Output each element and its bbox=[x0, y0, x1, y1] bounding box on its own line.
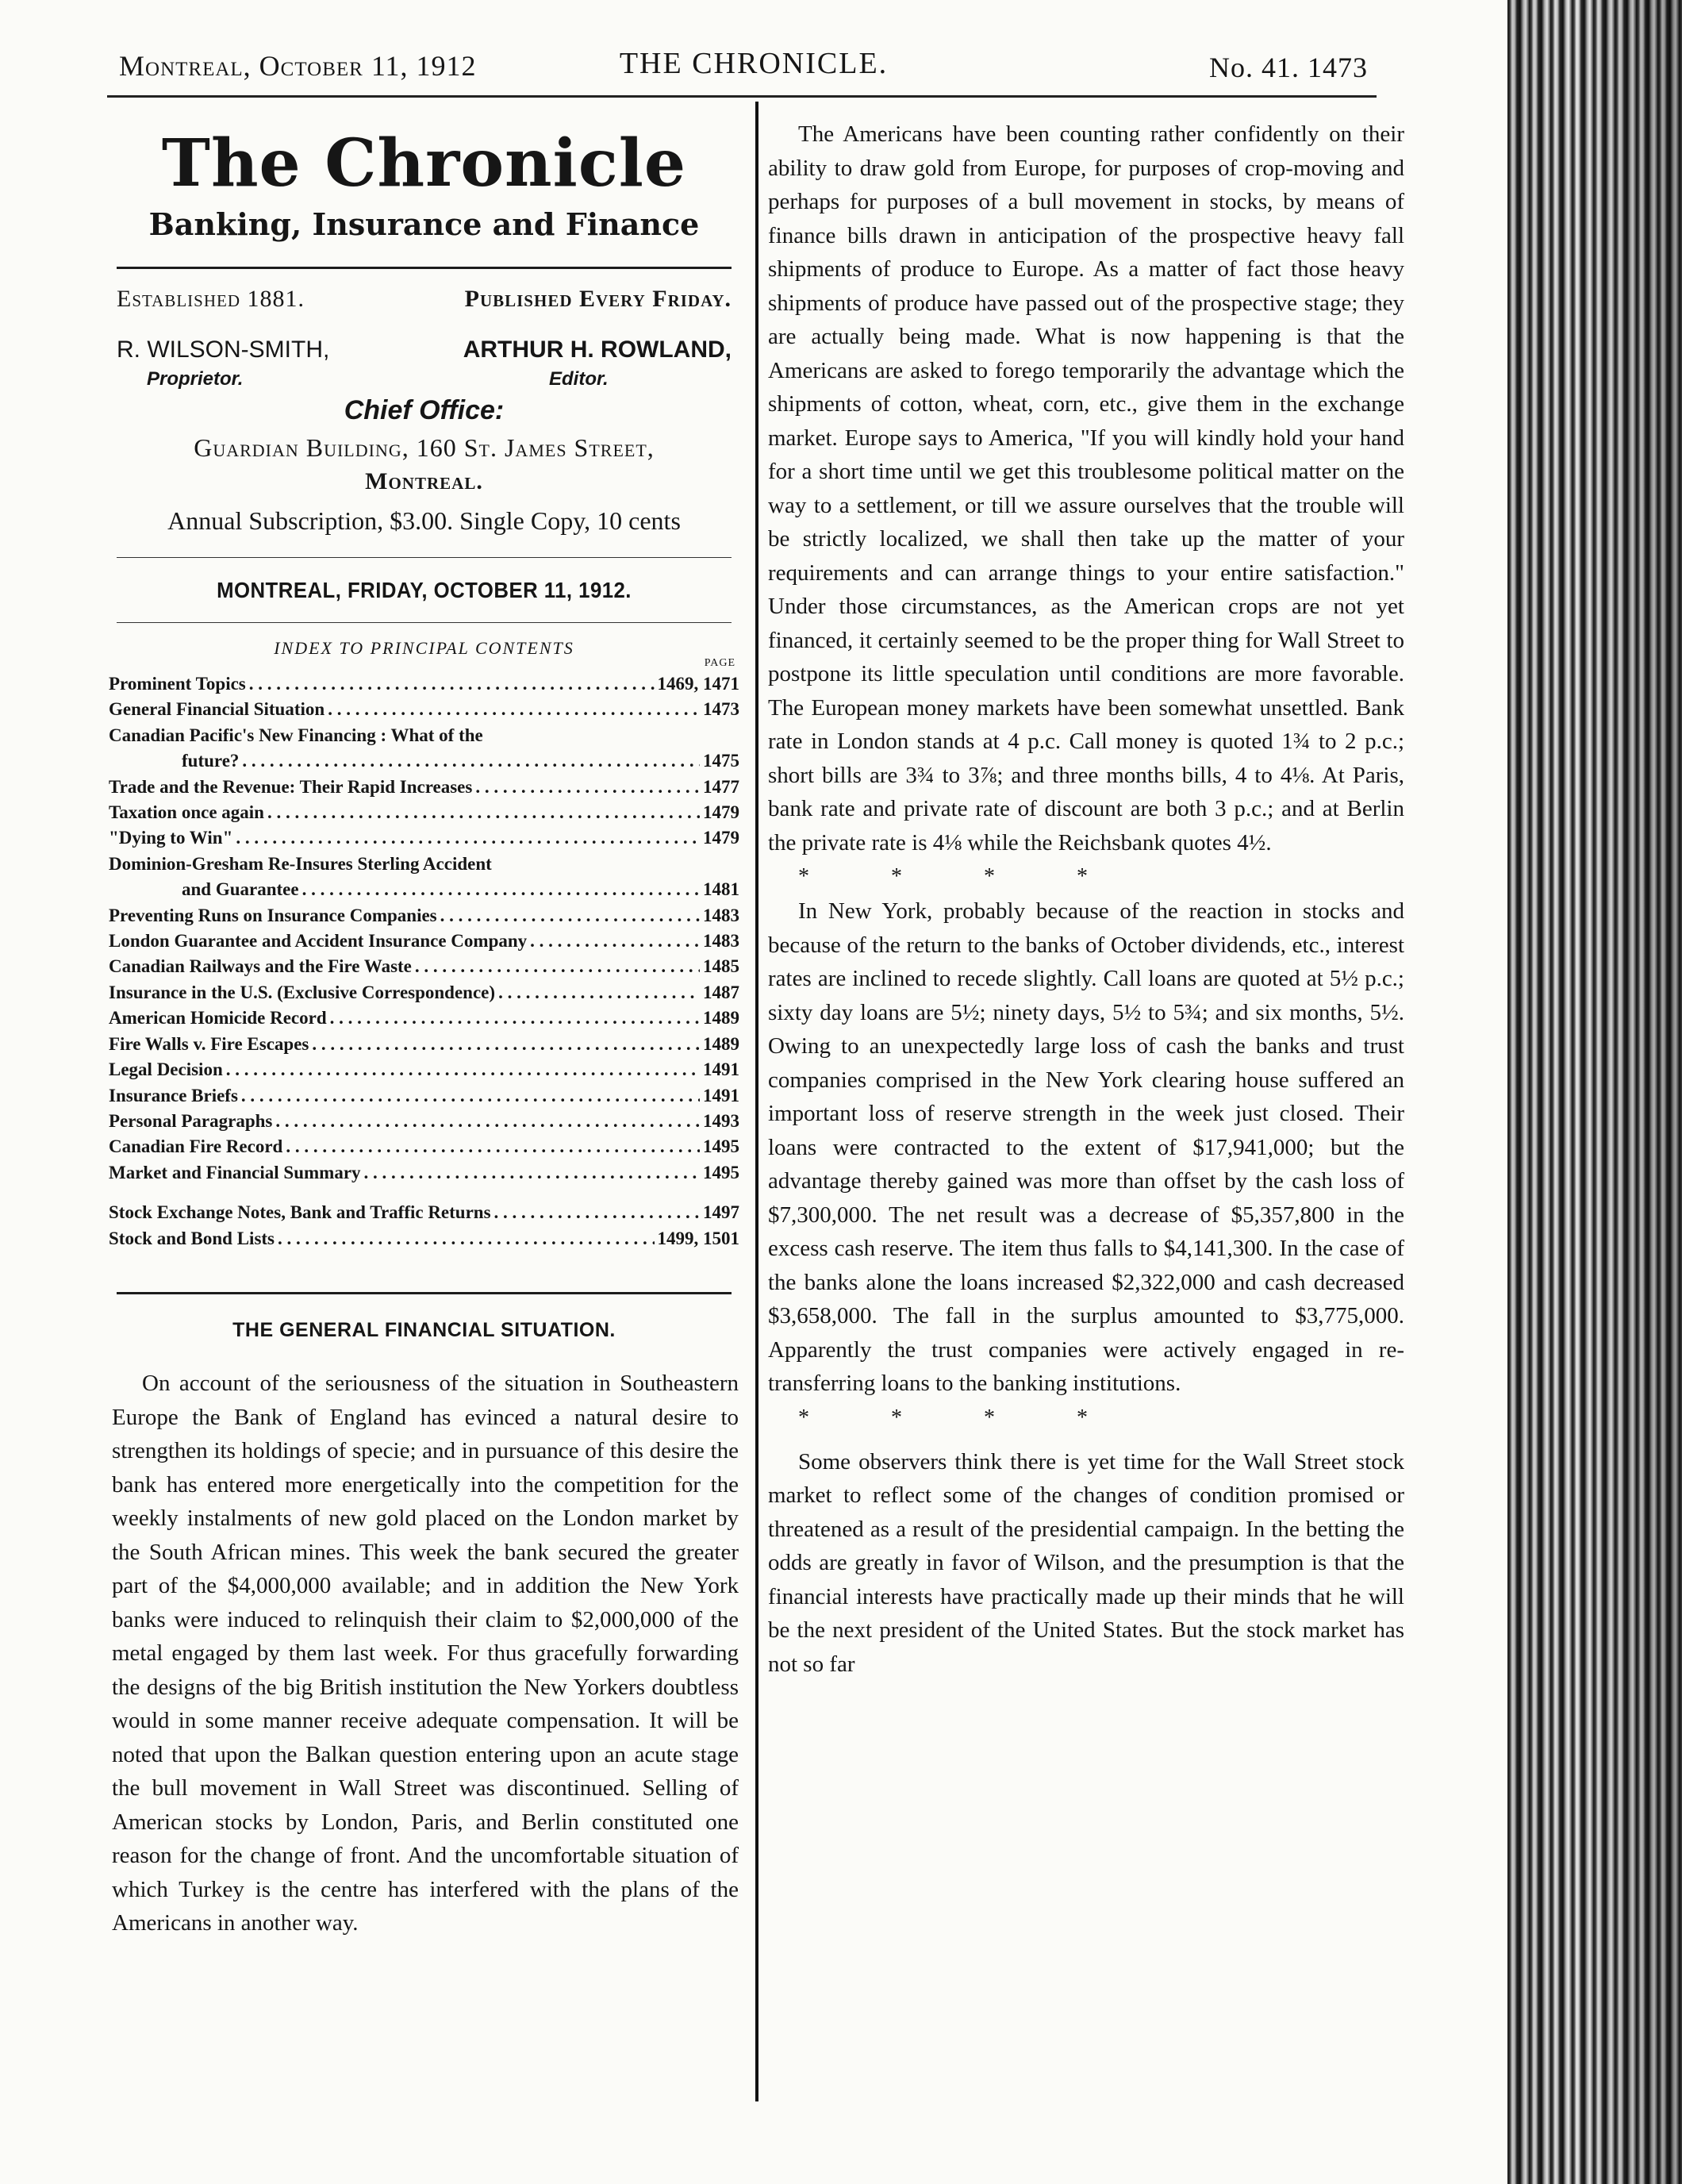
index-entry[interactable] bbox=[109, 800, 739, 825]
office-label: Chief Office: bbox=[344, 395, 505, 425]
index-bottom-rule bbox=[117, 1292, 732, 1294]
index-entry[interactable] bbox=[109, 903, 739, 929]
index-entry-title: London Guarantee and Accident Insurance Company bbox=[109, 931, 528, 952]
office-city: Montreal. bbox=[365, 468, 483, 494]
established-text: Established 1881. bbox=[117, 286, 305, 312]
index-entry[interactable] bbox=[109, 1226, 739, 1252]
masthead-subtitle: Banking, Insurance and Finance bbox=[148, 206, 700, 242]
index-entry-title: General Financial Situation bbox=[109, 699, 325, 720]
index-entry[interactable] bbox=[109, 929, 739, 954]
index-entry-title: Legal Decision bbox=[109, 1059, 223, 1080]
index-entry-title: Preventing Runs on Insurance Companies bbox=[109, 905, 437, 925]
index-entry-page: 1477 bbox=[703, 776, 739, 797]
masthead-rule bbox=[117, 267, 732, 269]
index-entry-title: Stock and Bond Lists bbox=[109, 1228, 275, 1248]
article-body-right bbox=[768, 117, 1404, 1681]
index-entry[interactable] bbox=[109, 1057, 739, 1082]
index-entry-page: 1483 bbox=[703, 905, 739, 925]
article-paragraph: In New York, probably because of the reaction in stocks and because of the return to the banks of October dividends, etc., interest rates are inclined to recede slightly. Call loans are quoted at 5½ p.c.; sixty day loans are 5½; ninety days, 5½ to 5¾; and six months, 5½. Owing to an unexpectedly large loss of cash the banks and trust companies comprised in the New York clearing house suffered an important loss of reserve strength in the week just closed. Their loans were contracted to the extent of $17,941,000; but the advantage thereby gained was more than offset by the cash loss of $7,300,000. The net result was a decrease of $5,357,800 in the excess cash reserve. The item thus falls to $4,141,300. In the case of the banks alone the loans increased $2,322,000 and cash decreased $3,658,000. The fall in the surplus amounted to $3,775,000. Apparently the trust companies were actively engaged in re-transferring loans to the banking institutions. bbox=[768, 898, 1404, 1396]
index-entry[interactable] bbox=[109, 980, 739, 1005]
article-paragraph: Some observers think there is yet time for the Wall Street stock market to reflect some of the changes of condition promised or threatened as a result of the presidential campaign. In the betting the odds are greatly in favor of Wilson, and the presumption is that the financial interests have practically made up their minds that he will be the next president of the United States. But the stock market has not so far bbox=[768, 1448, 1404, 1677]
article-paragraph: On account of the seriousness of the situation in Southeastern Europe the Bank of England has evinced a natural desire to strengthen its holdings of specie; and in pursuance of this desire the bank has entered more energetically into the competition for the weekly instalments of new gold placed on the London market by the South African mines. This week the bank secured the greater part of the $4,000,000 available; and in addition the New York banks were induced to relinquish their claim to $2,000,000 of the metal engaged by them last week. For thus gracefully forwarding the designs of the big British institution the New Yorkers doubtless would in some manner receive adequate compensation. It will be noted that upon the Balkan question entering upon an acute stage the bull movement in Wall Street was discontinued. Selling of American stocks by London, Paris, and Berlin constituted one reason for the change of front. And the uncomfortable situation of which Turkey is the centre has interfered with the plans of the Americans in another way. bbox=[112, 1371, 739, 1936]
index-entry-title: American Homicide Record bbox=[109, 1008, 327, 1029]
index-entry-title: Insurance in the U.S. (Exclusive Correspondence) bbox=[109, 982, 496, 1002]
index-entry-title: Market and Financial Summary bbox=[109, 1162, 361, 1182]
index-entry-title: Fire Walls v. Fire Escapes bbox=[109, 1033, 309, 1054]
dateline-rule-top bbox=[117, 557, 732, 558]
index-entry-title: Taxation once again bbox=[109, 802, 264, 823]
index-entry-title: Canadian Pacific's New Financing : What of the bbox=[109, 725, 483, 745]
index-entry-title: Trade and the Revenue: Their Rapid Increases bbox=[109, 776, 473, 797]
index-entry-page: 1499, 1501 bbox=[657, 1228, 739, 1248]
article-paragraph: The Americans have been counting rather confidently on their ability to draw gold from Europe, for purposes of crop-moving and perhaps for purposes of a bull movement in stocks, by means of finance bills drawn in anticipation of the prospective heavy fall shipments of produce to Europe. As a matter of fact those heavy shipments of produce have passed out of the prospective stage; they are actually being made. What is now happening is that the Americans are asked to forego temporarily the advantage which the shipments of cotton, wheat, corn, etc., give them in the exchange market. Europe says to America, "If you will kindly hold your hand for a short time until we get this troublesome political matter on the way to a settlement, or till we assure ourselves that the trouble will be strictly localized, we shall then take up the matter of your requirements and can arrange things to your entire satisfaction." Under those circumstances, as the American crops are not yet financed, it certainly seemed to be the proper thing for Wall Street to postpone its little speculation until conditions are more favorable. The European money markets have been somewhat unsettled. Bank rate in London stands at 4 p.c. Call money is quoted 1¾ to 2 p.c.; short bills are 3¾ to 3⅞; and three months bills, 4 to 4⅛. At Paris, bank rate and private rate of discount are both 3 p.c.; and at Berlin the private rate is 4⅛ while the Reichsbank quotes 4½. bbox=[768, 121, 1404, 856]
index-entry[interactable] bbox=[109, 852, 739, 903]
index-entry-page: 1491 bbox=[703, 1085, 739, 1105]
page-edge-shadow bbox=[1507, 0, 1682, 2184]
index-list bbox=[109, 671, 739, 1252]
index-entry[interactable] bbox=[109, 1160, 739, 1186]
index-entry-title: Canadian Railways and the Fire Waste bbox=[109, 956, 412, 977]
running-head-date: Montreal, October 11, 1912 bbox=[119, 50, 477, 82]
index-entry[interactable] bbox=[109, 1032, 739, 1057]
index-entry-title-continued: future? bbox=[182, 751, 240, 771]
index-entry[interactable] bbox=[109, 671, 739, 697]
index-entry-title: Insurance Briefs bbox=[109, 1085, 238, 1105]
article-heading: THE GENERAL FINANCIAL SITUATION. bbox=[232, 1319, 616, 1341]
editor-title: Editor. bbox=[549, 368, 609, 390]
index-entry-page: 1469, 1471 bbox=[657, 674, 739, 694]
left-column bbox=[109, 102, 739, 2101]
index-entry-title: Personal Paragraphs bbox=[109, 1110, 273, 1131]
subscription-info: Annual Subscription, $3.00. Single Copy, 10 cents bbox=[167, 506, 681, 535]
index-entry[interactable] bbox=[109, 954, 739, 979]
index-entry-title: Canadian Fire Record bbox=[109, 1136, 283, 1157]
index-entry[interactable] bbox=[109, 697, 739, 722]
index-entry-title: Stock Exchange Notes, Bank and Traffic Returns bbox=[109, 1202, 491, 1223]
index-entry-page: 1481 bbox=[703, 879, 739, 900]
index-entry-page: 1493 bbox=[703, 1110, 739, 1131]
index-entry-page: 1475 bbox=[703, 751, 739, 771]
index-entry-page: 1489 bbox=[703, 1033, 739, 1054]
office-address: Guardian Building, 160 St. James Street, bbox=[194, 433, 655, 462]
index-entry-page: 1495 bbox=[703, 1136, 739, 1157]
running-head-title: THE CHRONICLE. bbox=[619, 47, 889, 80]
dateline: MONTREAL, FRIDAY, OCTOBER 11, 1912. bbox=[217, 578, 632, 602]
article-body-left bbox=[112, 1367, 739, 1940]
proprietor-name: R. WILSON-SMITH, bbox=[117, 336, 330, 363]
dateline-rule-bottom bbox=[117, 622, 732, 623]
running-head-page-number: No. 41. 1473 bbox=[1209, 52, 1368, 83]
index-entry-page: 1497 bbox=[703, 1202, 739, 1223]
index-entry[interactable] bbox=[109, 1134, 739, 1159]
index-entry-title-continued: and Guarantee bbox=[182, 879, 299, 900]
index-entry[interactable] bbox=[109, 1005, 739, 1031]
index-entry[interactable] bbox=[109, 775, 739, 800]
index-entry-page: 1495 bbox=[703, 1162, 739, 1182]
published-text: Published Every Friday. bbox=[464, 286, 732, 312]
index-entry-title: "Dying to Win" bbox=[109, 828, 233, 848]
index-entry-title: Dominion-Gresham Re-Insures Sterling Accident bbox=[109, 853, 492, 874]
masthead-title: The Chronicle bbox=[161, 125, 687, 202]
index-entry-page: 1473 bbox=[703, 699, 739, 720]
index-entry[interactable] bbox=[109, 1200, 739, 1225]
index-entry-page: 1489 bbox=[703, 1008, 739, 1029]
index-entry-page: 1491 bbox=[703, 1059, 739, 1080]
index-entry-page: 1485 bbox=[703, 956, 739, 977]
index-entry[interactable] bbox=[109, 825, 739, 851]
column-divider bbox=[755, 102, 758, 2101]
index-entry-page: 1479 bbox=[703, 802, 739, 823]
right-column bbox=[768, 102, 1404, 2101]
section-separator: * * * * bbox=[798, 1405, 1126, 1430]
index-entry-page: 1483 bbox=[703, 931, 739, 952]
editor-name: ARTHUR H. ROWLAND, bbox=[463, 336, 732, 363]
index-entry-title: Prominent Topics bbox=[109, 674, 246, 694]
index-entry-page: 1479 bbox=[703, 828, 739, 848]
header-rule bbox=[107, 95, 1377, 98]
index-entry[interactable] bbox=[109, 1083, 739, 1109]
index-heading: INDEX TO PRINCIPAL CONTENTS bbox=[274, 638, 574, 658]
index-entry[interactable] bbox=[109, 723, 739, 775]
index-page-label: PAGE bbox=[704, 657, 735, 669]
index-entry[interactable] bbox=[109, 1109, 739, 1134]
proprietor-title: Proprietor. bbox=[147, 368, 244, 390]
index-entry-page: 1487 bbox=[703, 982, 739, 1002]
section-separator: * * * * bbox=[798, 864, 1126, 889]
